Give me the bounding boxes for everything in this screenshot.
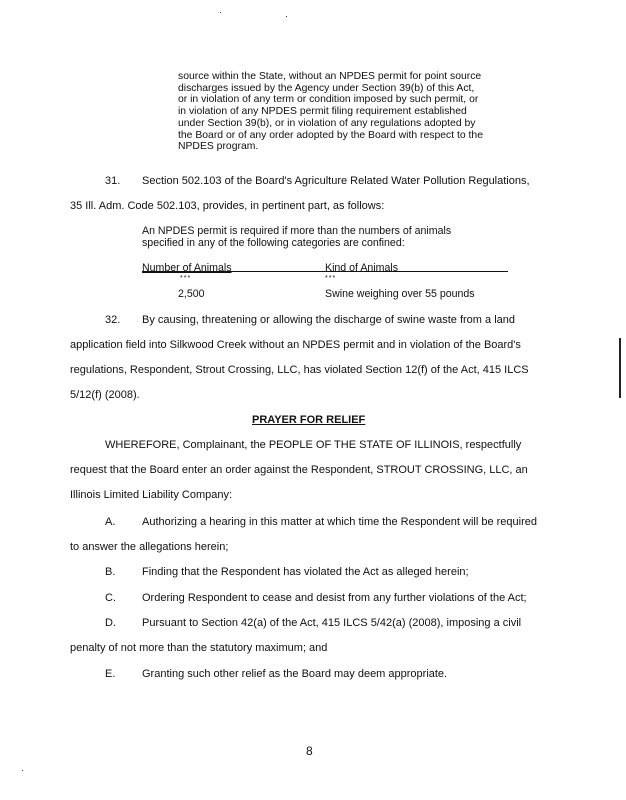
- prayer-line: request that the Board enter an order against the Respondent, STROUT CROSSING, LLC, an: [70, 464, 528, 476]
- quote-2-line: An NPDES permit is required if more than the numbers of animals: [142, 225, 452, 237]
- para-32-line: regulations, Respondent, Strout Crossing, LLC, has violated Section 12(f) of the Act, 415 ILCS: [70, 364, 529, 376]
- para-31-line: Section 502.103 of the Board's Agriculture Related Water Pollution Regulations,: [142, 175, 530, 187]
- table-ellipsis: ***: [180, 275, 192, 282]
- para-31-number: 31.: [105, 175, 121, 187]
- relief-item-text: Pursuant to Section 42(a) of the Act, 415 ILCS 5/42(a) (2008), imposing a civil: [142, 617, 522, 629]
- relief-item-letter: D.: [105, 617, 116, 629]
- quote-line: or in violation of any term or condition imposed by such permit, or: [178, 94, 479, 106]
- scan-speck: [286, 16, 287, 17]
- relief-item-text: Granting such other relief as the Board may deem appropriate.: [142, 668, 448, 680]
- para-31-line: 35 Ill. Adm. Code 502.103, provides, in pertinent part, as follows:: [70, 200, 385, 212]
- relief-item-text: penalty of not more than the statutory maximum; and: [70, 642, 328, 654]
- prayer-line: Illinois Limited Liability Company:: [70, 489, 233, 501]
- para-32-line: application field into Silkwood Creek without an NPDES permit and in violation of the Board's: [70, 339, 521, 351]
- table-ellipsis: ***: [325, 275, 337, 282]
- para-32-line: 5/12(f) (2008).: [70, 389, 140, 401]
- quoted-statute-continuation: [178, 71, 538, 153]
- relief-item-text: Ordering Respondent to cease and desist from any further violations of the Act;: [142, 592, 527, 604]
- table-cell-kind: Swine weighing over 55 pounds: [325, 288, 475, 300]
- quote-line: source within the State, without an NPDES permit for point source: [178, 71, 482, 82]
- scan-speck: [22, 770, 23, 771]
- relief-item-text: to answer the allegations herein;: [70, 541, 229, 553]
- quote-line: in violation of any NPDES permit filing requirement established: [178, 106, 467, 118]
- page-number: 8: [306, 744, 313, 758]
- para-32-line: By causing, threatening or allowing the discharge of swine waste from a land: [142, 314, 515, 326]
- quote-line: under Section 39(b), or in violation of any regulations adopted by: [178, 117, 476, 129]
- quote-line: discharges issued by the Agency under Section 39(b) of this Act,: [178, 82, 475, 94]
- relief-item-letter: B.: [105, 566, 116, 578]
- para-32-number: 32.: [105, 314, 121, 326]
- relief-item-letter: C.: [105, 592, 116, 604]
- table-cell-number: 2,500: [178, 288, 205, 300]
- relief-item-text: Finding that the Respondent has violated the Act as alleged herein;: [142, 566, 469, 578]
- quote-2-line: specified in any of the following categories are confined:: [142, 237, 405, 249]
- margin-revision-bar: [619, 338, 621, 398]
- quote-line: NPDES program.: [178, 141, 259, 153]
- prayer-heading: PRAYER FOR RELIEF: [252, 414, 366, 426]
- table-header-number-of-animals: Number of Animals: [142, 262, 232, 274]
- relief-item-letter: E.: [105, 668, 116, 680]
- table-header-rule: [142, 271, 508, 272]
- quote-line: the Board or of any order adopted by the Board with respect to the: [178, 129, 483, 141]
- prayer-line: WHEREFORE, Complainant, the PEOPLE OF THE STATE OF ILLINOIS, respectfully: [105, 439, 522, 451]
- scan-speck: [220, 12, 221, 13]
- relief-item-letter: A.: [105, 516, 116, 528]
- relief-item-text: Authorizing a hearing in this matter at which time the Respondent will be required: [142, 516, 537, 528]
- table-header-kind-of-animals: Kind of Animals: [325, 262, 399, 274]
